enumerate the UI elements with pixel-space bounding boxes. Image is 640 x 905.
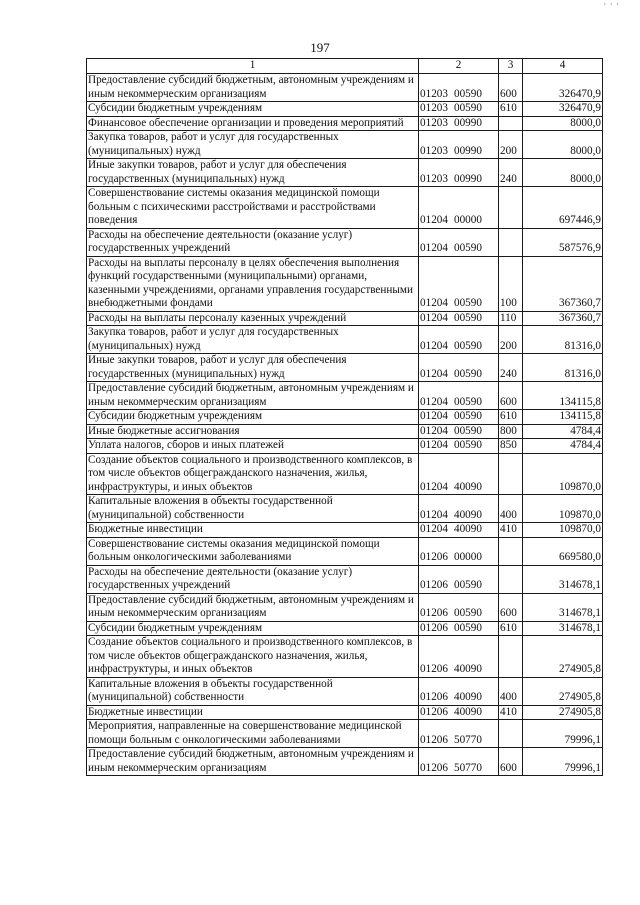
target-article-cell (419, 621, 499, 636)
target-article-program: 01206 (420, 551, 448, 563)
expense-type-cell: 200 (499, 131, 523, 159)
expense-type-cell (499, 116, 523, 131)
target-article-direction: 00590 (453, 607, 482, 619)
expense-name-cell: Создание объектов социального и производственного комплексов, в том числе объектов общегражданского назначения, жилья, инфраструктуры, и иных объектов (87, 636, 419, 678)
expense-name-cell: Субсидии бюджетным учреждениям (87, 102, 419, 117)
target-article-direction: 00590 (453, 102, 482, 114)
target-article-cell (419, 256, 499, 311)
amount-cell: 4784,4 (523, 439, 603, 454)
target-article-cell (419, 159, 499, 187)
target-article-program: 01206 (420, 691, 448, 703)
expense-type-cell (499, 720, 523, 748)
table-row (87, 621, 603, 636)
target-article-cell (419, 677, 499, 705)
target-article-program: 01204 (420, 480, 448, 493)
target-article-cell (419, 636, 499, 678)
expense-type-cell: 800 (499, 424, 523, 439)
target-article-cell (419, 116, 499, 131)
expense-name-cell: Мероприятия, направленные на совершенствование медицинской помощи больным с онкологическими заболеваниями (87, 720, 419, 748)
expense-name-cell: Расходы на выплаты персоналу в целях обеспечения выполнения функций государственными (муниципальными) органами, казенными учреждениями, органами управления государственными внебюджетными фондами (87, 256, 419, 311)
expense-type-cell (499, 565, 523, 593)
expense-name-cell: Субсидии бюджетным учреждениям (87, 410, 419, 425)
expense-name-cell: Бюджетные инвестиции (87, 523, 419, 538)
amount-cell: 274905,8 (523, 705, 603, 720)
target-article-direction: 00590 (453, 339, 482, 352)
target-article-program: 01204 (420, 311, 448, 324)
amount-cell: 109870,0 (523, 523, 603, 538)
expense-type-cell: 240 (499, 354, 523, 382)
target-article-cell (419, 593, 499, 621)
target-article-direction: 00590 (453, 87, 482, 100)
table-row (87, 410, 603, 425)
table-row (87, 495, 603, 523)
target-article-cell (419, 453, 499, 495)
table-row (87, 523, 603, 538)
table-row (87, 636, 603, 678)
target-article-direction: 00590 (453, 297, 482, 309)
amount-cell: 81316,0 (523, 326, 603, 354)
amount-cell: 134115,8 (523, 382, 603, 410)
amount-cell: 326470,9 (523, 74, 603, 102)
expense-name-cell: Расходы на обеспечение деятельности (оказание услуг) государственных учреждений (87, 228, 419, 256)
budget-table (86, 58, 603, 776)
target-article-direction: 00590 (453, 242, 482, 254)
expense-name-cell: Создание объектов социального и производственного комплексов, в том числе объектов общегражданского назначения, жилья, инфраструктуры, и иных объектов (87, 453, 419, 495)
amount-cell: 79996,1 (523, 720, 603, 748)
target-article-cell (419, 326, 499, 354)
target-article-cell (419, 439, 499, 454)
corner-mark: ' ' ' (604, 2, 620, 13)
table-row (87, 187, 603, 229)
target-article-direction: 00590 (453, 395, 482, 408)
expense-name-cell: Иные бюджетные ассигнования (87, 424, 419, 439)
table-row (87, 228, 603, 256)
table-row (87, 326, 603, 354)
target-article-program: 01206 (420, 607, 448, 619)
target-article-direction: 00990 (453, 116, 482, 129)
target-article-program: 01206 (420, 705, 448, 718)
target-article-direction: 00000 (453, 214, 482, 226)
expense-name-cell: Иные закупки товаров, работ и услуг для обеспечения государственных (муниципальных) нужд (87, 354, 419, 382)
target-article-program: 01204 (420, 339, 448, 352)
expense-name-cell: Совершенствование системы оказания медицинской помощи больным онкологическими заболеваниями (87, 537, 419, 565)
expense-type-cell: 400 (499, 677, 523, 705)
amount-cell: 4784,4 (523, 424, 603, 439)
table-row (87, 453, 603, 495)
expense-type-cell: 600 (499, 74, 523, 102)
target-article-direction: 00000 (453, 551, 482, 563)
target-article-cell (419, 74, 499, 102)
target-article-program: 01204 (420, 439, 448, 451)
table-row (87, 537, 603, 565)
target-article-program: 01204 (420, 242, 448, 254)
expense-type-cell: 600 (499, 382, 523, 410)
target-article-cell (419, 523, 499, 538)
expense-name-cell: Предоставление субсидий бюджетным, автономным учреждениям и иным некоммерческим организациям (87, 593, 419, 621)
target-article-cell (419, 424, 499, 439)
expense-type-cell: 200 (499, 326, 523, 354)
expense-type-cell: 600 (499, 748, 523, 776)
target-article-program: 01203 (420, 172, 448, 185)
target-article-program: 01203 (420, 116, 448, 129)
amount-cell: 274905,8 (523, 636, 603, 678)
target-article-program: 01204 (420, 395, 448, 408)
amount-cell: 81316,0 (523, 354, 603, 382)
table-row (87, 424, 603, 439)
expense-name-cell: Капитальные вложения в объекты государственной (муниципальной) собственности (87, 495, 419, 523)
amount-cell: 8000,0 (523, 116, 603, 131)
target-article-cell (419, 537, 499, 565)
expense-type-cell: 240 (499, 159, 523, 187)
amount-cell: 314678,1 (523, 593, 603, 621)
target-article-direction: 00990 (453, 144, 482, 157)
header-col-3: 3 (499, 59, 523, 74)
table-row (87, 748, 603, 776)
expense-type-cell (499, 187, 523, 229)
target-article-cell (419, 705, 499, 720)
target-article-direction: 40090 (453, 663, 482, 675)
expense-type-cell: 110 (499, 311, 523, 326)
table-row (87, 159, 603, 187)
table-header-row (87, 59, 603, 74)
amount-cell: 8000,0 (523, 159, 603, 187)
target-article-cell (419, 565, 499, 593)
target-article-program: 01204 (420, 367, 448, 380)
expense-name-cell: Уплата налогов, сборов и иных платежей (87, 439, 419, 454)
expense-type-cell (499, 537, 523, 565)
target-article-direction: 40090 (453, 508, 482, 521)
target-article-direction: 00590 (453, 311, 482, 324)
table-row (87, 131, 603, 159)
expense-type-cell: 410 (499, 523, 523, 538)
table-row (87, 593, 603, 621)
expense-type-cell: 610 (499, 621, 523, 636)
amount-cell: 587576,9 (523, 228, 603, 256)
expense-name-cell: Бюджетные инвестиции (87, 705, 419, 720)
expense-type-cell: 610 (499, 102, 523, 117)
target-article-program: 01206 (420, 761, 448, 774)
table-row (87, 439, 603, 454)
table-row (87, 116, 603, 131)
target-article-cell (419, 382, 499, 410)
target-article-direction: 40090 (453, 691, 482, 703)
target-article-direction: 00990 (453, 172, 482, 185)
target-article-program: 01204 (420, 410, 448, 422)
table-row (87, 565, 603, 593)
table-row (87, 720, 603, 748)
target-article-cell (419, 311, 499, 326)
expense-type-cell: 600 (499, 593, 523, 621)
target-article-direction: 50770 (453, 733, 482, 746)
target-article-direction: 40090 (453, 523, 482, 535)
expense-name-cell: Капитальные вложения в объекты государственной (муниципальной) собственности (87, 677, 419, 705)
target-article-direction: 00590 (453, 439, 482, 451)
table-row (87, 382, 603, 410)
amount-cell: 134115,8 (523, 410, 603, 425)
header-col-4: 4 (523, 59, 603, 74)
expense-name-cell: Закупка товаров, работ и услуг для государственных (муниципальных) нужд (87, 326, 419, 354)
expense-name-cell: Расходы на обеспечение деятельности (оказание услуг) государственных учреждений (87, 565, 419, 593)
header-col-1: 1 (87, 59, 419, 74)
table-row (87, 102, 603, 117)
expense-name-cell: Закупка товаров, работ и услуг для государственных (муниципальных) нужд (87, 131, 419, 159)
table-row (87, 256, 603, 311)
expense-type-cell: 610 (499, 410, 523, 425)
target-article-program: 01204 (420, 523, 448, 535)
expense-type-cell (499, 453, 523, 495)
expense-name-cell: Предоставление субсидий бюджетным, автономным учреждениям и иным некоммерческим организациям (87, 748, 419, 776)
expense-type-cell: 410 (499, 705, 523, 720)
amount-cell: 697446,9 (523, 187, 603, 229)
target-article-program: 01206 (420, 621, 448, 634)
amount-cell: 8000,0 (523, 131, 603, 159)
expense-name-cell: Совершенствование системы оказания медицинской помощи больным с психическими расстройствами и расстройствами поведения (87, 187, 419, 229)
expense-type-cell (499, 636, 523, 678)
expense-name-cell: Финансовое обеспечение организации и проведения мероприятий (87, 116, 419, 131)
target-article-cell (419, 720, 499, 748)
target-article-direction: 00590 (453, 621, 482, 634)
expense-type-cell (499, 228, 523, 256)
amount-cell: 367360,7 (523, 311, 603, 326)
expense-name-cell: Расходы на выплаты персоналу казенных учреждений (87, 311, 419, 326)
target-article-direction: 40090 (453, 480, 482, 493)
target-article-direction: 00590 (453, 367, 482, 380)
amount-cell: 326470,9 (523, 102, 603, 117)
target-article-cell (419, 354, 499, 382)
header-col-2: 2 (419, 59, 499, 74)
target-article-cell (419, 748, 499, 776)
table-body (87, 74, 603, 776)
amount-cell: 109870,0 (523, 453, 603, 495)
target-article-cell (419, 410, 499, 425)
expense-name-cell: Предоставление субсидий бюджетным, автономным учреждениям и иным некоммерческим организациям (87, 74, 419, 102)
target-article-direction: 00590 (453, 410, 482, 422)
amount-cell: 314678,1 (523, 565, 603, 593)
target-article-program: 01204 (420, 508, 448, 521)
table-row (87, 311, 603, 326)
table-row (87, 74, 603, 102)
target-article-direction: 40090 (453, 705, 482, 718)
target-article-program: 01204 (420, 297, 448, 309)
expense-name-cell: Иные закупки товаров, работ и услуг для обеспечения государственных (муниципальных) нужд (87, 159, 419, 187)
amount-cell: 79996,1 (523, 748, 603, 776)
target-article-direction: 00590 (453, 424, 482, 437)
expense-name-cell: Предоставление субсидий бюджетным, автономным учреждениям и иным некоммерческим организациям (87, 382, 419, 410)
target-article-program: 01203 (420, 102, 448, 114)
target-article-program: 01206 (420, 663, 448, 675)
target-article-program: 01204 (420, 424, 448, 437)
expense-type-cell: 400 (499, 495, 523, 523)
target-article-program: 01206 (420, 579, 448, 591)
target-article-program: 01204 (420, 214, 448, 226)
target-article-direction: 50770 (453, 761, 482, 774)
amount-cell: 669580,0 (523, 537, 603, 565)
expense-type-cell: 100 (499, 256, 523, 311)
target-article-cell (419, 131, 499, 159)
expense-type-cell: 850 (499, 439, 523, 454)
expense-name-cell: Субсидии бюджетным учреждениям (87, 621, 419, 636)
target-article-cell (419, 228, 499, 256)
target-article-cell (419, 102, 499, 117)
amount-cell: 367360,7 (523, 256, 603, 311)
target-article-cell (419, 495, 499, 523)
page-number: 197 (310, 40, 330, 55)
table-row (87, 705, 603, 720)
target-article-program: 01203 (420, 87, 448, 100)
target-article-direction: 00590 (453, 579, 482, 591)
amount-cell: 314678,1 (523, 621, 603, 636)
amount-cell: 274905,8 (523, 677, 603, 705)
target-article-program: 01206 (420, 733, 448, 746)
table-row (87, 677, 603, 705)
table-row (87, 354, 603, 382)
target-article-cell (419, 187, 499, 229)
target-article-program: 01203 (420, 144, 448, 157)
amount-cell: 109870,0 (523, 495, 603, 523)
